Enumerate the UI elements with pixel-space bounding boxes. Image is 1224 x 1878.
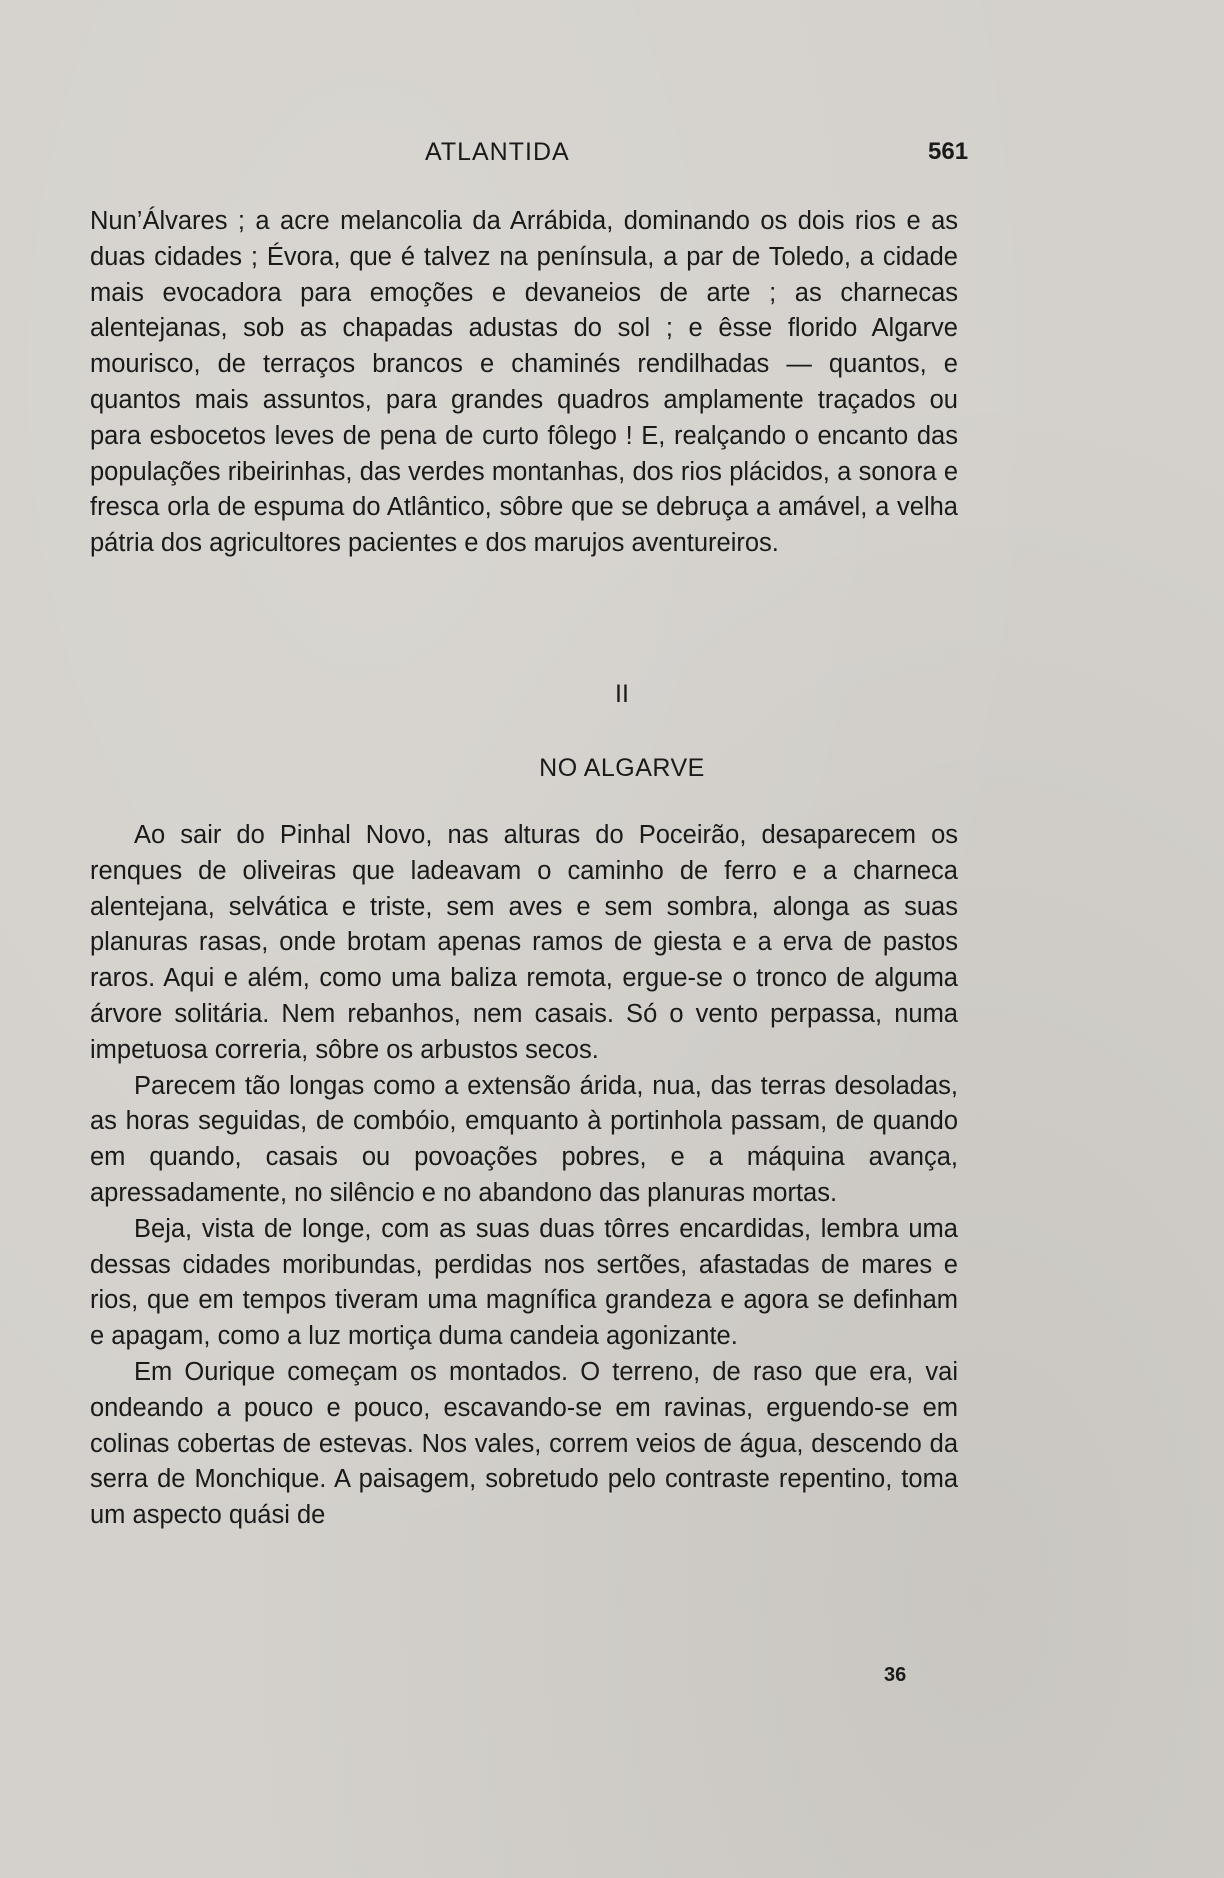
running-title: ATLANTIDA — [425, 138, 570, 166]
signature-mark: 36 — [884, 1664, 907, 1686]
paragraph: Nun’Álvares ; a acre melancolia da Arrábida, dominando os dois rios e as duas cidades ; Évora, que é talvez na península, a par de Toledo, a cidade mais evocadora para emoções e devaneios de arte ; as charnecas alentejanas, sob as chapadas adustas do sol ; e êsse florido Algarve mourisco, de terraços brancos e chaminés rendilhadas — quantos, e quantos mais assuntos, para grandes quadros amplamente traçados ou para esbocetos leves de pena de curto fôlego ! E, realçando o encanto das populações ribeirinhas, das verdes montanhas, dos rios plácidos, a sonora e fresca orla de espuma do Atlântico, sôbre que se debruça a amável, a velha pátria dos agricultores pacientes e dos marujos aventureiros. — [90, 207, 958, 558]
paragraph: Em Ourique começam os montados. O terreno, de raso que era, vai ondeando a pouco e pouco, escavando-se em ravinas, erguendo-se em colinas cobertas de estevas. Nos vales, correm veios de água, descendo da serra de Monchique. A paisagem, sobretudo pelo contraste repentino, toma um aspecto quási de — [90, 1357, 958, 1530]
continued-text — [90, 204, 958, 562]
page-header — [0, 138, 1224, 178]
section-title: NO ALGARVE — [539, 754, 705, 782]
paragraph: Parecem tão longas como a extensão árida, nua, das terras desoladas, as horas seguidas, de combóio, emquanto à portinhola passam, de quando em quando, casais ou povoações pobres, e a máquina avança, apressadamente, no silêncio e no abandono das planuras mortas. — [90, 1071, 958, 1207]
page-number: 561 — [928, 138, 969, 165]
paragraph: Ao sair do Pinhal Novo, nas alturas do Poceirão, desaparecem os renques de oliveiras que ladeavam o caminho de ferro e a charneca alentejana, selvática e triste, sem aves e sem sombra, alonga as suas planuras rasas, onde brotam apenas ramos de giesta e a erva de pastos raros. Aqui e além, como uma baliza remota, ergue-se o tronco de alguma árvore solitária. Nem rebanhos, nem casais. Só o vento perpassa, numa impetuosa correria, sôbre os arbustos secos. — [90, 821, 958, 1064]
section-body — [90, 818, 958, 1534]
section-numeral: II — [615, 680, 629, 708]
paragraph: Beja, vista de longe, com as suas duas tôrres encardidas, lembra uma dessas cidades moribundas, perdidas nos sertões, afastadas de mares e rios, que em tempos tiveram uma magnífica grandeza e agora se definham e apagam, como a luz mortiça duma candeia agonizante. — [90, 1214, 958, 1351]
